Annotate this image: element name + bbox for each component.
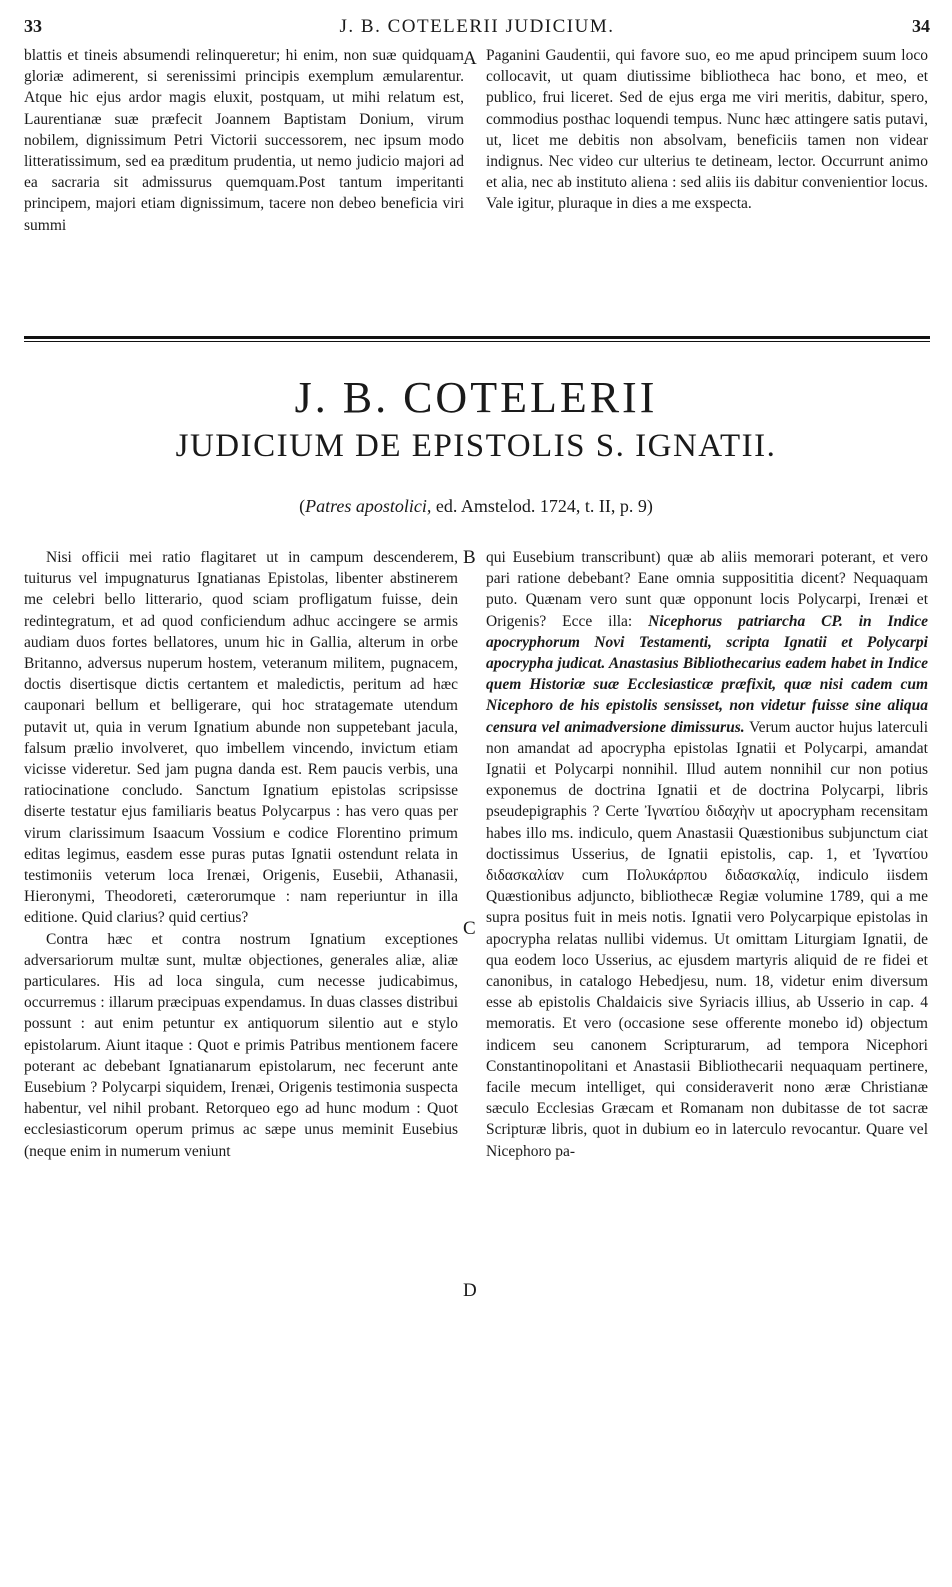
section-divider-thin (24, 341, 930, 342)
section-title: J. B. COTELERII (294, 373, 658, 422)
paragraph: qui Eusebium transcribunt) quæ ab aliis memorari poterant, et vero pari ratione debebant? Eane omnia supposititia dicent? Nequaquam puto. Quænam vero sunt quæ opponunt locis Polycarpi, Irenæi et Origenis? Ecce illa: Nicephorus patriarcha CP. in Indice apocryphorum Novi Testamenti, scripta Ignatii et Polycarpi apocrypha judicat. Anastasius Bibliothecarius eadem habet in Indice quem Historiæ suæ Ecclesiasticæ præfixit, quæ nisi cadem cum Nicephoro de his epistolis sensisset, non videtur fuisse sine aliqua censura vel animadversione dimissurus. Verum auctor hujus laterculi non amandat ad apocrypha epistolas Ignatii et Polycarpi, amandat Ignatii et Polycarpi nonnihil. Illud autem nonnihil cur non potius exponemus de doctrina Ignatii et de doctrina Polycarpi, libris pseudepigraphis ? Certe Ἰγνατίου διδαχὴν ut apocrypham recensitam habes illo ms. indiculo, quem Anastasii Quæstionibus subjunctum ciat doctissimus Usserius, de Ignatii epistolis, cap. 1, et Ἰγνατίου διδασκαλίαν cum Πολυκάρπου διδασκαλίᾳ, indiculo iisdem Quæstionibus adjuncto, bibliothecæ Regiæ volumine 1789, qui a me supra positus fuit in meis notis. Ignatii vero Polycarpique epistolas in apocrypha relatas nullibi videmus. Ut omittam Liturgiam Ignatii, de qua eodem loco Usserius, ac ejusdem martyris aliquid de re fidei et canonibus, in catalogo Hebedjesu, num. 18, videtur enim diversum esse ab epistolis Chaldaicis sive Syriacis illius, ab Usserio in cap. 4 memoratis. Et vero (occasione sese offerente monebo id) objectum indicem seu canonem Scripturarum, ad tempora Nicephori Constantinopolitani et Anastasii Bibliothecarii nequaquam pertinere, facile mecum intelliget, qui consideraverit nono æræ Christianæ sæculo Ecclesias Græcam et Romanam non dubitasse de tot sacræ Scripturæ libris, quot in dubium eo in laterculo revocantur. Quare vel Nicephoro pa- (486, 549, 929, 1160)
margin-letter-a: A (463, 48, 477, 69)
paragraph: blattis et tineis absumendi relinqueretur; hi enim, non suæ quidquam gloriæ adimerent, si serenissimi principis exemplum æmularentur. Atque hic ejus ardor magis eluxit, postquam, ut mihi relatum est, Laurentianæ suæ præfecit Joannem Baptistam Donium, virum nobilem, dignissimum Petri Victorii successorem, nec ipsum modo litteratissimum, sed ea præditum prudentia, ut nemo judicio majori ad ea sacraria sit admissurus quemquam.Post tantum imperitanti principem, majori etiam dignissimum, tacere non debeo beneficia viri summi (24, 47, 464, 234)
paragraph: Paganini Gaudentii, qui favore suo, eo me apud principem suum loco collocavit, ut quam diutissime bibliotheca hac bono, et meo, et publico, frui liceret. Sed de ejus erga me viri meritis, dabitur, spero, commodius posthac loquendi tempus. Nunc hæc attingere satis putavi, ut, licet me debitis non absolvam, beneficiis tamen non videar indignus. Nec video cur ulterius te detineam, lector. Occurrunt animo et alia, nec ab instituto aliena : sed aliis iis dabitur convenientior locus. Vale igitur, pluraque in dies a me exspecta. (486, 47, 928, 213)
page-number-right: 34 (912, 16, 930, 36)
section-subtitle: JUDICIUM DE EPISTOLIS S. IGNATII. (175, 428, 777, 464)
top-right-column (486, 45, 928, 215)
paragraph: Nisi officii mei ratio flagitaret ut in campum descenderem, tuiturus vel impugnaturus Ignatianas Epistolas, libenter abstinerem me celebri bello litterario, quod sciam profligatum fuisse, dein redintegratum, et ad quod conficiendum adhuc accingere se armis audiam duos fortes bellatores, unum hic in Gallia, alterum in orbe Britanno, adversus nuperum hostem, veteranum militem, pugnacem, doctis disertisque dictis certantem et maledictis, peritum ad hæc cauponari bellum et belligerare, qui hoc stratagemate utendum putavit ut, quia in verum Ignatium abunde non suppetebant jacula, falsum prælio involveret, quo imbellem vincendo, invictum etiam vicisse videretur. Sed jam pugna danda est. Rem paucis verbis, una ratiocinatione concludo. Sanctum Ignatium epistolas scripsisse diserte testatur ejus familiaris beatus Polycarpus : has vero quas per virum clarissimum Isaacum Vossium e codice Florentino primum editas legimus, easdem esse puras putas Ignatii ostendunt relata in testimoniis veterum loca Irenæi, Origenis, Eusebii, Athanasii, Hieronymi, Theodoreti, cæterorumque : nam reperiuntur in illa editione. Quid clarius? quid certius? (24, 549, 458, 927)
margin-letter-c: C (463, 918, 476, 939)
margin-letter-b: B (463, 547, 476, 568)
page-number-left: 33 (24, 16, 42, 36)
top-left-column (24, 45, 464, 236)
paragraph: Contra hæc et contra nostrum Ignatium exceptiones adversariorum multæ sunt, multæ objectiones, generales aliæ, aliæ particulares. His ad loca singula, cum necesse judicabimus, occurremus : illarum præcipuas expendamus. In duas classes distribui possunt : aut enim petuntur ex antiquorum silentio aut e stylo epistolarum. Aiunt itaque : Quot e primis Patribus mentionem facere poterant ac debebant Ignatianarum epistolarum, nec fecerunt ante Eusebium ? Polycarpi siquidem, Irenæi, Origenis testimonia suspecta habentur, vel nihil probant. Retorqueo ego ad hunc modum : Quot ecclesiasticorum operum primus ac sæpe unus meminit Eusebius (neque enim in numerum veniunt (24, 930, 458, 1160)
section-divider-thick (24, 336, 930, 339)
source-edition: ed. Amstelod. 1724, t. II, p. 9) (431, 496, 653, 516)
source-citation: (Patres apostolici, ed. Amstelod. 1724, t. II, p. 9) (299, 496, 653, 516)
running-header (24, 16, 930, 42)
running-title: J. B. COTELERII JUDICIUM. (339, 16, 615, 37)
italic-quotation: Nicephorus patriarcha CP. in Indice apocryphorum Novi Testamenti, scripta Ignatii et Polycarpi apocrypha judicat. Anastasius Bibliothecarius eadem habet in Indice quem Historiæ suæ Ecclesiasticæ præfixit, quæ nisi cadem cum Nicephoro de his epistolis sensisset, non videtur fuisse sine aliqua censura vel animadversione dimissurus. (486, 612, 928, 736)
margin-letter-d: D (463, 1280, 477, 1301)
source-work-title: Patres apostolici, (305, 496, 432, 516)
body-left-column (24, 547, 458, 1162)
body-right-column (486, 547, 928, 1162)
